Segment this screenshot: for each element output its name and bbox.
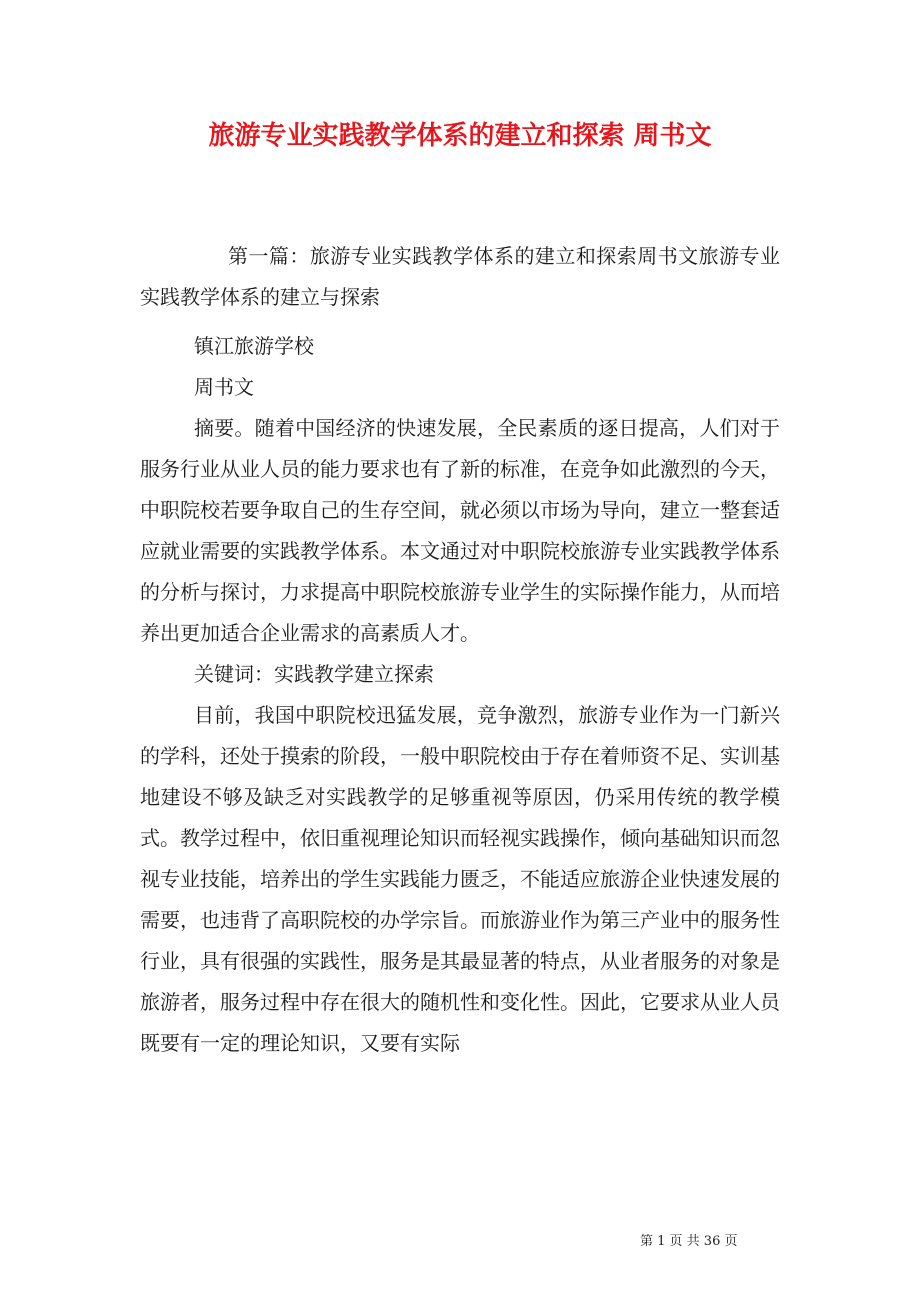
paragraph-school: 镇江旅游学校 — [194, 334, 314, 358]
paragraph-keywords: 关键词：实践教学建立探索 — [194, 662, 434, 686]
document-title: 旅游专业实践教学体系的建立和探索 周书文 — [208, 121, 712, 151]
paragraph-heading: 第一篇：旅游专业实践教学体系的建立和探索周书文旅游专业实践教学体系的建立与探索 — [140, 244, 780, 309]
page-footer: 第 1 页 共 36 页 — [640, 1234, 738, 1249]
paragraph-author: 周书文 — [194, 375, 254, 399]
document-body — [140, 236, 780, 1064]
paragraph-abstract: 摘要。随着中国经济的快速发展，全民素质的逐日提高，人们对于服务行业从业人员的能力要求也有了新的标准，在竞争如此激烈的今天，中职院校若要争取自己的生存空间，就必须以市场为导向，建立一整套适应就业需要的实践教学体系。本文通过对中职院校旅游专业实践教学体系的分析与探讨，力求提高中职院校旅游专业学生的实际操作能力，从而培养出更加适合企业需求的高素质人才。 — [140, 416, 780, 645]
paragraph-main: 目前，我国中职院校迅猛发展，竞争激烈，旅游专业作为一门新兴的学科，还处于摸索的阶段，一般中职院校由于存在着师资不足、实训基地建设不够及缺乏对实践教学的足够重视等原因，仍采用传统的教学模式。教学过程中，依旧重视理论知识而轻视实践操作，倾向基础知识而忽视专业技能，培养出的学生实践能力匮乏，不能适应旅游企业快速发展的需要，也违背了高职院校的办学宗旨。而旅游业作为第三产业中的服务性行业，具有很强的实践性，服务是其最显著的特点，从业者服务的对象是旅游者，服务过程中存在很大的随机性和变化性。因此，它要求从业人员既要有一定的理论知识，又要有实际 — [140, 703, 780, 1055]
